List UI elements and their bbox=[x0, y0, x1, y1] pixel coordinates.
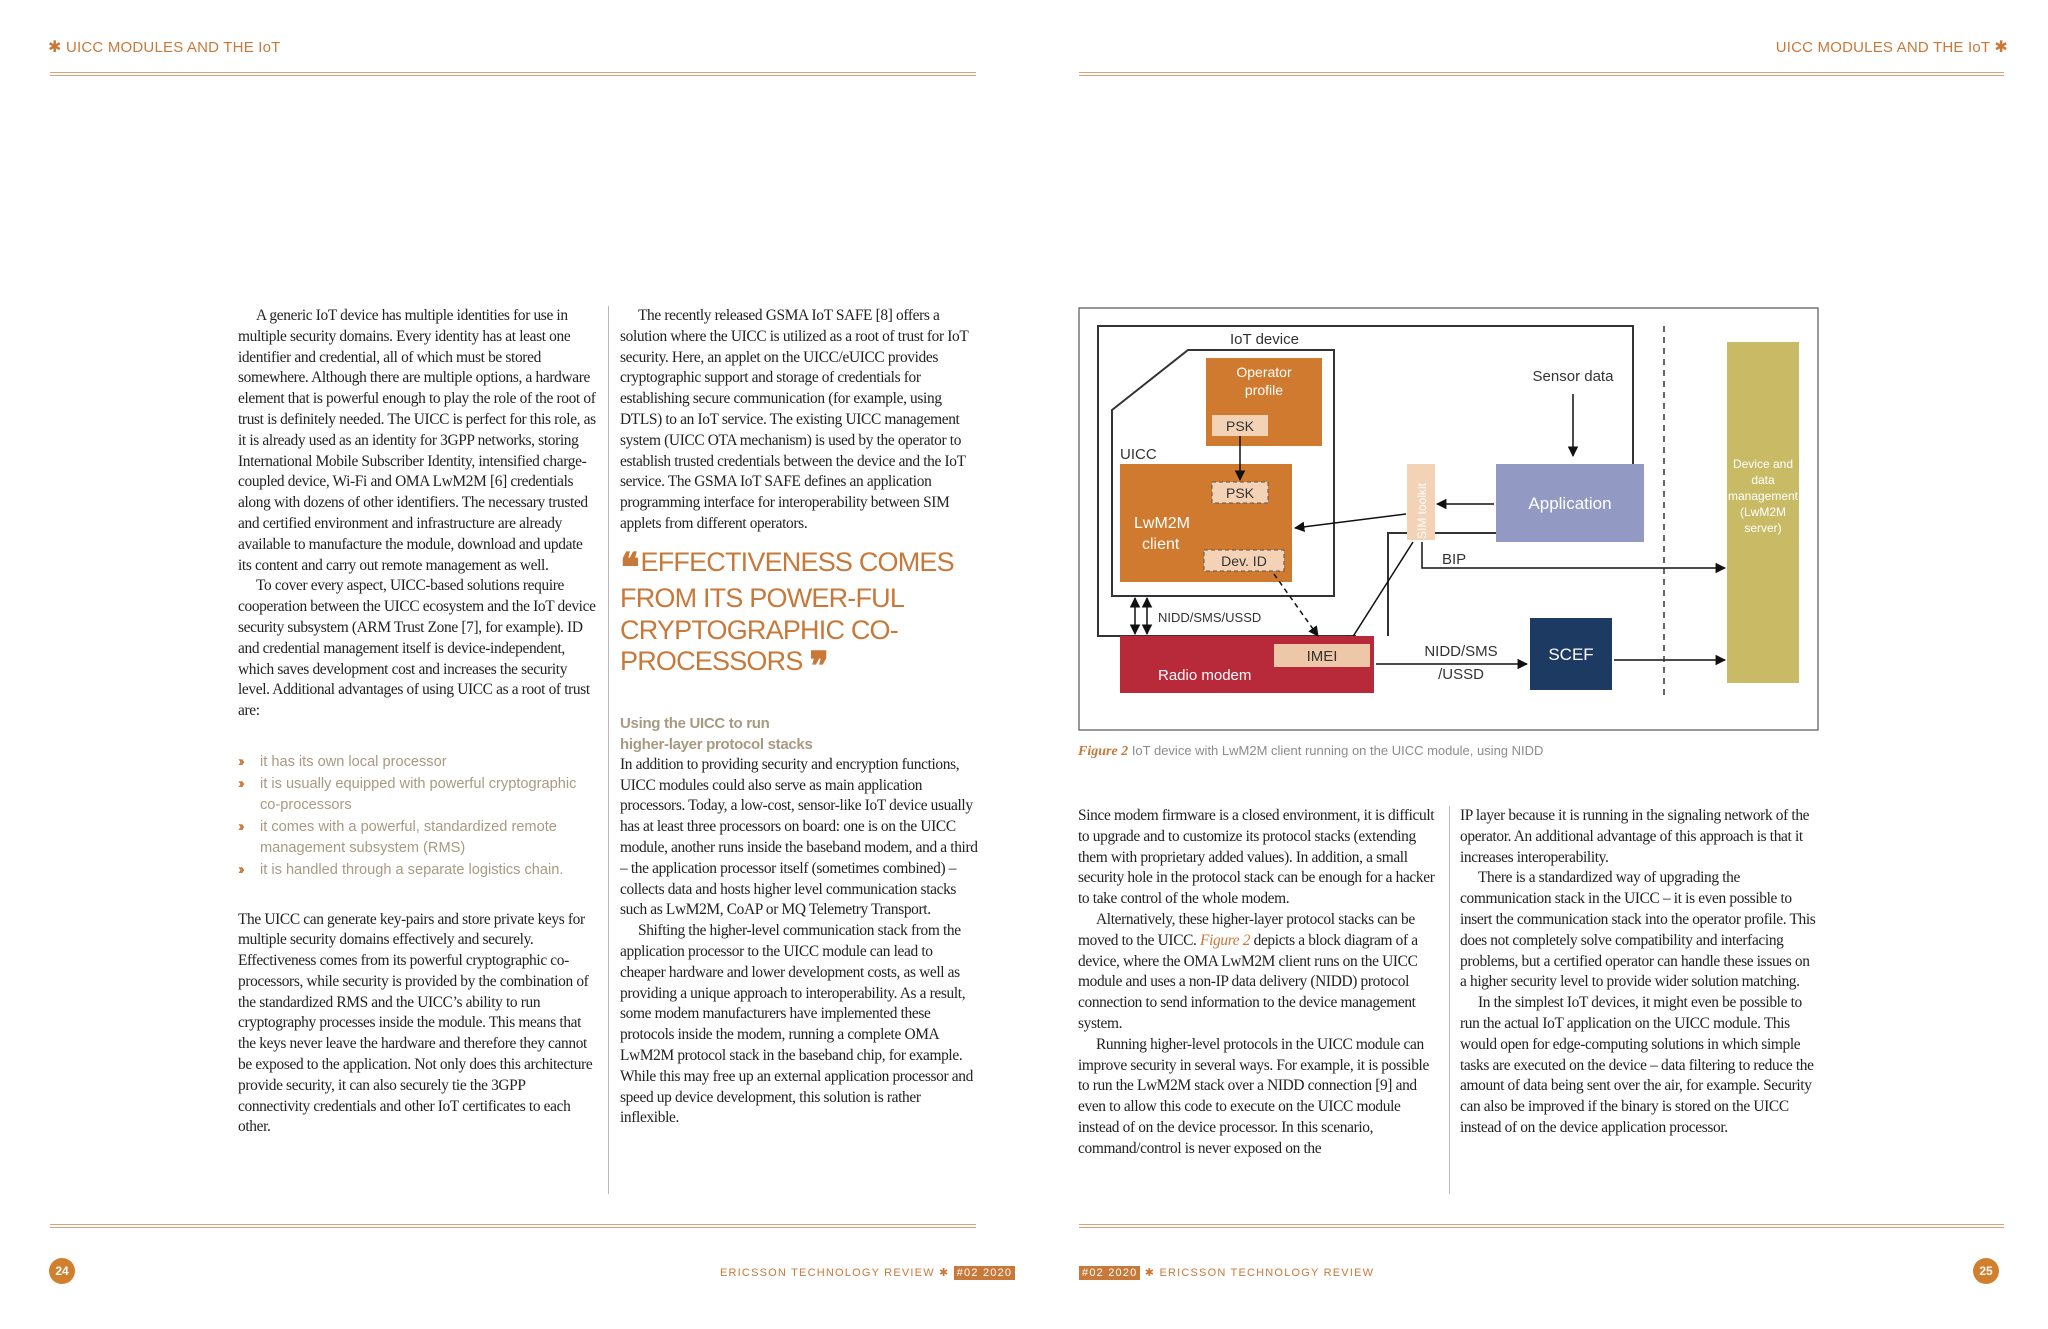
list-item: ›› it comes with a powerful, standardized remote management subsystem (RMS) bbox=[238, 817, 596, 860]
list-item: ›› it has its own local processor bbox=[238, 752, 596, 774]
psk-top-label: PSK bbox=[1225, 418, 1255, 434]
sim-toolkit-label: SIM toolkit bbox=[1415, 482, 1429, 539]
left-page-number: 24 bbox=[49, 1258, 75, 1284]
application-label: Application bbox=[1528, 494, 1612, 513]
right-col1-para-2 bbox=[1078, 910, 1436, 1035]
left-col1-para-3: The UICC can generate key-pairs and store private keys for multiple security domains effectively and securely. Effectiveness comes from its powerful cryptographic co-processors, while security is provided by the combination of the standardized RMS and the UICC’s ability to run cryptography processes inside the module. This means that the keys never leave the hardware and therefore they cannot be exposed to the application. Not only does this architecture provide security, it can also securely tie the 3GPP connectivity credentials and other IoT certificates to each other. bbox=[238, 910, 593, 1136]
left-footer-issue: #02 2020 bbox=[954, 1266, 1015, 1280]
right-top-rule bbox=[1079, 72, 2004, 76]
dm-label: (LwM2M bbox=[1739, 505, 1787, 519]
lwm2m-label: client bbox=[1142, 536, 1180, 553]
nidd-left-label: NIDD/SMS/USSD bbox=[1158, 610, 1262, 625]
dm-label: data bbox=[1751, 473, 1775, 487]
sensor-data-label: Sensor data bbox=[1532, 368, 1614, 385]
left-column-1 bbox=[238, 306, 596, 1138]
left-running-header bbox=[48, 37, 281, 57]
dm-label: server) bbox=[1744, 521, 1782, 535]
right-footer-issue: #02 2020 bbox=[1079, 1266, 1140, 1280]
bip-label: BIP bbox=[1442, 551, 1467, 568]
dev-id-imei-dashed bbox=[1274, 574, 1318, 636]
figure-caption-label: Figure 2 bbox=[1078, 744, 1129, 759]
right-footer-publication: ERICSSON TECHNOLOGY REVIEW bbox=[1159, 1267, 1375, 1279]
left-header-title: UICC MODULES AND THE IoT bbox=[65, 39, 281, 56]
figure-caption-text: IoT device with LwM2M client running on the UICC module, using NIDD bbox=[1131, 743, 1544, 758]
nidd-right-label: NIDD/SMS bbox=[1424, 643, 1498, 660]
pull-quote-text: EFFECTIVENESS COMES FROM ITS POWER-FUL CRYPTOGRAPHIC CO-PROCESSORS bbox=[620, 546, 954, 677]
nidd-right-label: /USSD bbox=[1438, 666, 1484, 683]
bip-arrow bbox=[1422, 542, 1725, 568]
right-col2-para-3: In the simplest IoT devices, it might even be possible to run the actual IoT application on the UICC module. This would open for edge-computing solutions in which simple tasks are executed on the device – data filtering to reduce the amount of data being sent over the air, for example. Security can also be improved if the binary is stored on the UICC instead of on the device application processor. bbox=[1460, 994, 1814, 1136]
lwm2m-label: LwM2M bbox=[1134, 515, 1191, 532]
sim-to-lwm2m-arrow bbox=[1295, 514, 1406, 528]
left-bottom-rule bbox=[50, 1224, 976, 1228]
right-bottom-rule bbox=[1079, 1224, 2004, 1228]
asterisk-icon: ✱ bbox=[1994, 39, 2008, 56]
right-column-divider bbox=[1449, 806, 1450, 1194]
figure-caption bbox=[1078, 743, 1543, 760]
left-col1-para-2: To cover every aspect, UICC-based solutions require cooperation between the UICC ecosystem and the IoT device security subsystem (ARM Trust Zone [7], for example). ID and credential management itself is device-independent, which saves development cost and increases the security level. Additional advantages of using UICC as a root of trust are: bbox=[238, 577, 596, 720]
asterisk-icon: ✱ bbox=[48, 39, 62, 56]
left-column-2 bbox=[620, 306, 978, 1129]
psk-inner-label: PSK bbox=[1225, 485, 1255, 501]
iot-device-label: IoT device bbox=[1230, 331, 1299, 348]
operator-profile-label: Operator bbox=[1236, 364, 1292, 380]
uicc-label: UICC bbox=[1120, 446, 1157, 463]
close-quote-icon: ❜❜ bbox=[809, 644, 824, 690]
right-col1-para-2a: Alternatively, these higher-layer protocol stacks can be moved to the UICC. bbox=[1078, 910, 1415, 949]
left-col1-para-1: A generic IoT device has multiple identities for use in multiple security domains. Every identity has at least one identifier and credential, all of which must be stored somewhere. Although there are multiple options, a hardware element that is powerful enough to play the role of the root of trust is definitely needed. The UICC is perfect for this role, as it is already used as an identity for 3GPP networks, storing International Mobile Subscriber Identity, intensified charge-coupled device, Wi-Fi and OMA LwM2M [6] credentials along with dozens of other identifiers. The necessary trusted and certified environment and infrastructure are already available to manufacture the module, download and update its content and carry out remote management as well. bbox=[238, 307, 596, 574]
left-col2-para-1: The recently released GSMA IoT SAFE [8] offers a solution where the UICC is utilized as a root of trust for IoT security. Here, an applet on the UICC/eUICC provides cryptographic support and storage of credentials for establishing secure communication (for example, using DTLS) to an IoT service. The existing UICC management system (UICC OTA mechanism) is used by the operator to establish trusted credentials between the device and the IoT service. The GSMA IoT SAFE defines an application programming interface for interoperability between SIM applets from different operators. bbox=[620, 307, 969, 532]
advantages-list bbox=[238, 752, 596, 882]
figure-2-diagram bbox=[1078, 306, 1840, 736]
right-col2-para-1: IP layer because it is running in the signaling network of the operator. An additional advantage of this approach is that it increases interoperability. bbox=[1460, 807, 1810, 866]
radio-modem-label: Radio modem bbox=[1158, 667, 1252, 684]
left-col2-para-2: In addition to providing security and encryption functions, UICC modules could also serve as main application processors. Today, a low-cost, sensor-like IoT device usually has at least three processors on board: one is on the UICC module, another runs inside the baseband modem, and a third – the application processor itself (sometimes combined) – collects data and hosts higher level communication stacks such as LwM2M, CoAP or MQ Telemetry Transport. bbox=[620, 755, 978, 919]
right-column-1 bbox=[1078, 806, 1436, 1160]
section-subheading: Using the UICC to run higher-layer protocol stacks bbox=[620, 714, 813, 753]
sim-to-modem-arrow bbox=[1347, 542, 1413, 646]
dm-label: management bbox=[1727, 489, 1799, 503]
asterisk-icon: ✱ bbox=[939, 1267, 950, 1279]
right-running-header bbox=[1776, 37, 2008, 57]
right-col1-para-1: Since modem firmware is a closed environment, it is difficult to upgrade and to customize its protocol stacks (extending them with proprietary added values). In addition, a small security hole in the protocol stack can be enough for a hacker to take control of the whole modem. bbox=[1078, 807, 1435, 908]
right-page-number: 25 bbox=[1973, 1258, 1999, 1284]
left-footer bbox=[720, 1266, 1015, 1279]
right-column-2 bbox=[1460, 806, 1818, 1139]
dm-label: Device and bbox=[1732, 457, 1794, 471]
right-header-title: UICC MODULES AND THE IoT bbox=[1775, 39, 1991, 56]
left-footer-publication: ERICSSON TECHNOLOGY REVIEW bbox=[720, 1267, 935, 1279]
list-item: ›› it is usually equipped with powerful cryptographic co-processors bbox=[238, 774, 596, 817]
right-page bbox=[1024, 0, 2048, 1329]
right-footer bbox=[1079, 1266, 1374, 1279]
dev-id-label: Dev. ID bbox=[1221, 553, 1267, 569]
left-column-divider bbox=[608, 306, 609, 1194]
scef-label: SCEF bbox=[1548, 645, 1594, 664]
imei-label: IMEI bbox=[1306, 648, 1338, 665]
right-col1-para-3: Running higher-level protocols in the UICC module can improve security in several ways. For example, it is possible to run the LwM2M stack over a NIDD connection [9] and even to allow this code to execute on the UICC module instead of on the device processor. In this scenario, command/control is never exposed on the bbox=[1078, 1035, 1429, 1157]
operator-profile-label: profile bbox=[1244, 382, 1284, 398]
right-col1-para-2b: depicts a block diagram of a device, where the OMA LwM2M client runs on the UICC module and uses a non-IP data delivery (NIDD) protocol connection to send information to the device management system. bbox=[1078, 931, 1418, 1032]
open-quote-icon: ❛❛ bbox=[620, 544, 634, 590]
left-col2-para-3: Shifting the higher-level communication stack from the application processor to the UICC module can lead to cheaper hardware and lower development costs, as well as providing a unique approach to interoperability. As a result, some modem manufacturers have implemented these protocols inside the modem, running a complete OMA LwM2M protocol stack in the baseband chip, for example. While this may free up an external application processor and speed up device development, this solution is rather inflexible. bbox=[620, 922, 973, 1127]
left-top-rule bbox=[50, 72, 976, 76]
figure-2-link[interactable]: Figure 2 bbox=[1200, 931, 1251, 949]
right-col2-para-2: There is a standardized way of upgrading the communication stack in the UICC – it is even possible to insert the communication stack into the operator profile. This does not completely solve compatibility and interfacing problems, but a certified operator can handle these issues on a higher security level to provide wider solution matching. bbox=[1460, 869, 1816, 991]
list-item: ›› it is handled through a separate logistics chain. bbox=[238, 860, 596, 882]
asterisk-icon: ✱ bbox=[1144, 1267, 1156, 1279]
pull-quote bbox=[620, 544, 978, 690]
